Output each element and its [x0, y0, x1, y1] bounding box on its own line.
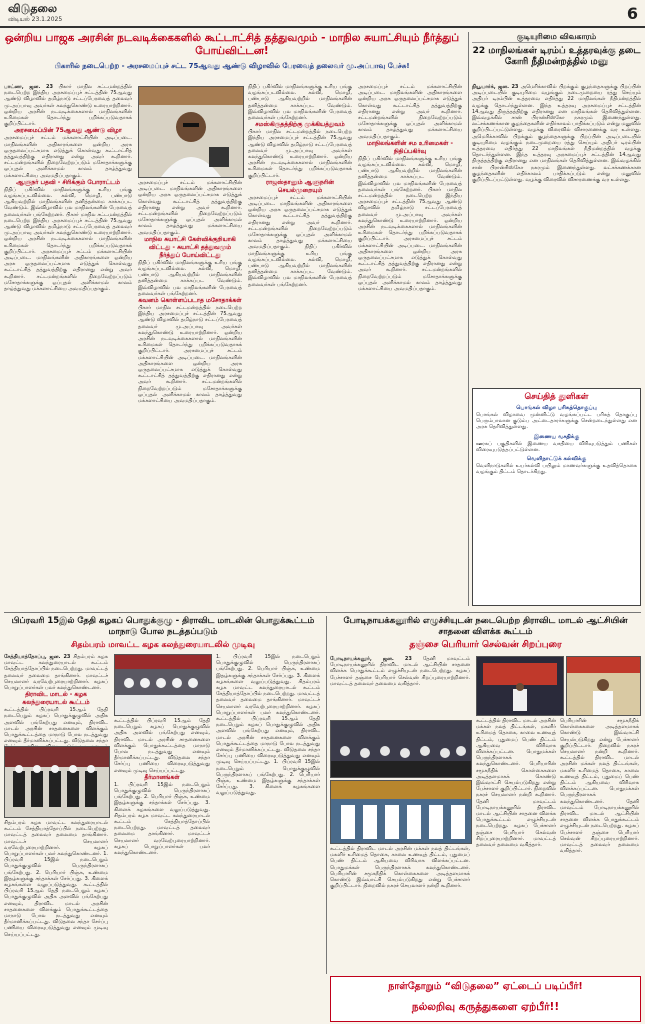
- brief-1-title: பொங்கல் விழா பரிசுத்தொகுப்பு: [516, 405, 597, 411]
- lead-column-3: நிதிப் பகிர்வில் மாநிலங்களுக்கு உரிய பங்கு வழங்கப்படவில்லை. கல்வி, மொழி, பண்பாடு ஆகியவற்றில் மாநிலங்களின் தனித்தன்மை காக்கப்பட வேண்டும். இவ்விழாவில் பல மாநிலங்களின் பேரவைத் தலைவர்கள் பங்கேற்றனர். சமஸ்கிருதத்திற்கு முக்கியத்துவம் பிகார் மாநில சட்டமன்றத்தில் நடைபெற்ற இந்திய அரசமைப்புச் சட்டத்தின் 75ஆவது ஆண்டு விழாவில் தமிழ்நாடு சட்டப்பேரவைத் தலைவர் மு.அப்பாவு அவர்கள் கலந்துகொண்டு உரையாற்றினார். ஒன்றிய அரசின் நடவடிக்கைகளால் மாநிலங்களின் உரிமைகள் தொடர்ந்து பறிக்கப்படுவதாகக் குறிப்பிட்டார். ராஜஸ்தானும் ஆளுநரின் செயல்முறையும் அரசமைப்புச் சட்டம் மக்களாட்சியின் அடிப்படை. மாநிலங்களின் அதிகாரங்களை ஒன்றிய அரசு ஒருதலைப்பட்சமாக எடுத்துக் கொள்வது கூட்டாட்சித் தத்துவத்திற்கு எதிரானது என்று அவர் கூறினார். சட்டமன்றங்களில் நிறைவேற்றப்படும் மசோதாக்களுக்கு ஒப்புதல் அளிக்காமல் காலம் தாழ்த்துவது மக்களாட்சியை அவமதிப்பதாகும். நிதிப் பகிர்வில் மாநிலங்களுக்கு உரிய பங்கு வழங்கப்படவில்லை. கல்வி, மொழி, பண்பாடு ஆகியவற்றில் மாநிலங்களின் தனித்தன்மை காக்கப்பட வேண்டும். இவ்விழாவில் பல மாநிலங்களின் பேரவைத் தலைவர்கள் பங்கேற்றனர்.: [248, 84, 352, 288]
- bottom-left-headline: பிப்ரவரி 15இல் தேதி கழகப் பொதுக்குழு - திராவிட மாடலின் பொதுக்கூட்டம் மாநாடு போல நடத்தப்படும்: [11, 616, 315, 637]
- brief-3-text: வெளிநாடுகளில் உயர்கல்வி பயிலும் மாணவர்களுக்கு உதவித்தொகை வழங்கும் திட்டம் தொடர்கிறது.: [476, 463, 637, 476]
- column-divider: [468, 32, 469, 606]
- lead-subheading-6: ராஜஸ்தானும் ஆளுநரின் செயல்முறையும்: [266, 178, 334, 194]
- section-divider: [4, 612, 641, 613]
- lead-subheading-7: மாநிலங்களின் சம உரிமைகள் - நிதிப்பகிர்வு: [367, 139, 453, 155]
- bottom-left-article: [4, 616, 322, 1020]
- lead-subheading-2: மாநில சுயாட்சி கேள்விக்குறியாகி விட்டது - சுயாட்சி தத்துவமும் நீர்த்துப் போய்விட்டது: [144, 235, 236, 259]
- lead-subhead: பிகாரில் நடைபெற்ற - அரசமைப்புச் சட்ட 75ஆவது ஆண்டு விழாவில் பேரவைத் தலைவர் மு.அப்பாவு பேச்சு!: [54, 62, 410, 70]
- stage-photo-2: [566, 656, 641, 716]
- bottom-column-divider: [326, 616, 327, 974]
- bottom-right-headline: போடிநாயக்கனூரில் எழுச்சியுடன் நடைபெற்ற திராவிட மாடல் ஆட்சியின் சாதனை விளக்க கூட்டம்: [343, 616, 628, 637]
- bottom-left-col-1: சேத்தியாத்தோப்பு, ஜன. 23 சிதம்பரம் கழக மாவட்ட கலந்துரையாடல் கூட்டம் சேத்தியாத்தோப்பில் நடைபெற்றது. மாவட்டத் தலைவர் தலைமை தாங்கினார். மாவட்டச் செயலாளர் வரவேற்புரையாற்றினார். கழகப் பொறுப்பாளர்கள் பலர் கலந்துகொண்டனர். திராவிட மாடல் - கழக கலந்துரையாடல் கூட்டம் கூட்டத்தில் பிப்ரவரி 15ஆம் தேதி நடைபெறும் கழகப் பொதுக்குழுவில் அதிக அளவில் பங்கேற்பது எனவும், திராவிட மாடல் அரசின் சாதனைகளை விளக்கும் பொதுக்கூட்டத்தை மாநாடு போல நடத்துவது எனவும் தீர்மானிக்கப்பட்டது. விடுதலை சந்தா: [4, 654, 108, 745]
- bottom-left-dateline: சேத்தியாத்தோப்பு, ஜன. 23: [4, 654, 71, 660]
- issue-date: விடியல் 23.1.2025: [8, 16, 63, 23]
- speaker-illustration: [139, 87, 243, 177]
- bottom-right-dateline: போடிநாயக்கனூர், ஜன. 23: [330, 656, 412, 662]
- bottom-left-subheading-2: தீர்மானங்கள்: [144, 773, 180, 781]
- footer-line-1: நாள்தோறும் “விடுதலை” ஏட்டைப் படிப்பீர்!: [388, 981, 583, 992]
- bottom-left-col-3: 1. பிப்ரவரி 15இல் நடைபெறும் பொதுக்குழுவில் பெருந்திரளாகப் பங்கேற்பது. 2. பெரியார் பிஞ்சு, உண்மை இதழ்களுக்கு சந்தாக்கள் சேர்ப்பது. 3. கிளைக் கழகங்களை வலுப்படுத்துவது. சிதம்பரம் கழக மாவட்ட கலந்துரையாடல் கூட்டம் சேத்தியாத்தோப்பில் நடைபெற்றது. மாவட்டத் தலைவர் தலைமை தாங்கினார். மாவட்டச் செயலாளர் வரவேற்புரையாற்றினார். கழகப் பொறுப்பாளர்கள் பலர் கலந்துகொண்டனர். கூட்டத்தில் பிப்ரவரி 15ஆம் தேதி நடைபெறும் கழகப் பொதுக்குழுவில் அதிக அளவில் பங்கேற்பது எனவும், திராவிட மாடல் அரசின் சாதனைகளை விளக்கும் பொதுக்கூட்டத்தை மாநாடு போல நடத்துவது எனவும் தீர்மானிக்கப்பட்டது. விடுதலை சந்தா சேர்ப்பு பணியை விரைவுபடுத்துவது எனவும் முடிவு செய்யப்பட்டது. 1. பிப்ரவரி 15இல் நடைபெறும் பொதுக்குழுவில் பெருந்திரளாகப் பங்கேற்பது. 2. பெரியார் பிஞ்சு, உண்மை இதழ்களுக்கு சந்தாக்கள் சேர்ப்பது. 3. கிளைக் கழகங்களை வலுப்படுத்துவது.: [216, 654, 321, 797]
- sidebar-headline: 22 மாநிலங்கள் டிரம்ப் உத்தரவுக்கு தடை கோரி நீதிமன்றத்தில் மனு: [472, 46, 641, 67]
- lead-article: [4, 32, 464, 608]
- stage-photo-1: [476, 656, 564, 716]
- lead-subheading-1: அரசமைப்பின் 75ஆவது ஆண்டு விழா: [14, 127, 122, 135]
- lead-dateline: பாட்னா, ஜன. 23: [4, 84, 53, 90]
- audience-illustration: [331, 721, 471, 777]
- bottom-left-subhead: சிதம்பரம் மாவட்ட கழக கலந்துரையாடலில் முடிவு: [71, 640, 255, 649]
- meeting-illustration-1: [115, 655, 211, 715]
- masthead: [0, 0, 645, 28]
- brief-2-text: ஊரகப் பகுதிகளில் இணைய வசதியை விரிவுபடுத்தும் பணிகள் விரைவுபடுத்தப்பட்டுள்ளன.: [476, 440, 637, 453]
- brief-3-title: வெளிநாட்டுக் கல்விக்கு: [526, 456, 587, 463]
- bottom-right-col-3: பெரியாரின் சமூகநீதிக் கொள்கைகளை அடித்தளமாகக் கொண்டு இவ்வாட்சி செயல்படுகிறது என்று பேச்சாளர் குறிப்பிட்டார். நிறைவில் நகரச் செயலாளர் நன்றி கூறினார். கூட்டத்தில் திராவிட மாடல் அரசின் மக்கள் நலத் திட்டங்கள், மகளிர் உரிமைத் தொகை, காலை உணவுத் திட்டம், புதுமைப் பெண் திட்டம் ஆகியவை விரிவாக விளக்கப்பட்டன. பொதுமக்கள் பெருந்திரளாகக் கலந்துகொண்டனர். தேனி மாவட்டம் போடிநாயக்கனூரில் திராவிட மாடல் ஆட்சியின் சாதனை விளக்க பொதுக்கூட்டம் எழுச்சியுடன் நடைபெற்றது. கழகப் பேச்சாளர் தஞ்சை பெரியார் செல்வன் சிறப்புரையாற்றினார். மாவட்டத் தலைவர் தலைமை வகித்தார்.: [560, 718, 639, 855]
- bottom-left-col-2: கூட்டத்தில் பிப்ரவரி 15ஆம் தேதி நடைபெறும் கழகப் பொதுக்குழுவில் அதிக அளவில் பங்கேற்பது எனவும், திராவிட மாடல் அரசின் சாதனைகளை விளக்கும் பொதுக்கூட்டத்தை மாநாடு போல நடத்துவது எனவும் தீர்மானிக்கப்பட்டது. விடுதலை சந்தா சேர்ப்பு பணியை விரைவுபடுத்துவது எனவும் முடிவு செய்யப்பட்டது. தீர்மானங்கள் 1. பிப்ரவரி 15இல் நடைபெறும் பொதுக்குழுவில் பெருந்திரளாகப் பங்கேற்பது. 2. பெரியார் பிஞ்சு, உண்மை இதழ்களுக்கு சந்தாக்கள் சேர்ப்பது. 3. கிளைக் கழகங்களை வலுப்படுத்துவது. சிதம்பரம் கழக மாவட்ட கலந்துரையாடல் கூட்டம் சேத்தியாத்தோப்பில் நடைபெற்றது. மாவட்டத் தலைவர் தலைமை தாங்கினார். மாவட்டச் செயலாளர் வரவேற்புரையாற்றினார். கழகப் பொறுப்பாளர்கள் பலர் கலந்துகொண்டனர்.: [114, 718, 210, 857]
- news-briefs-header: செய்தித் துளிகள்: [524, 392, 589, 402]
- lead-column-4: அரசமைப்புச் சட்டம் மக்களாட்சியின் அடிப்படை. மாநிலங்களின் அதிகாரங்களை ஒன்றிய அரசு ஒருதலைப்பட்சமாக எடுத்துக் கொள்வது கூட்டாட்சித் தத்துவத்திற்கு எதிரானது என்று அவர் கூறினார். சட்டமன்றங்களில் நிறைவேற்றப்படும் மசோதாக்களுக்கு ஒப்புதல் அளிக்காமல் காலம் தாழ்த்துவது மக்களாட்சியை அவமதிப்பதாகும். மாநிலங்களின் சம உரிமைகள் - நிதிப்பகிர்வு நிதிப் பகிர்வில் மாநிலங்களுக்கு உரிய பங்கு வழங்கப்படவில்லை. கல்வி, மொழி, பண்பாடு ஆகியவற்றில் மாநிலங்களின் தனித்தன்மை காக்கப்பட வேண்டும். இவ்விழாவில் பல மாநிலங்களின் பேரவைத் தலைவர்கள் பங்கேற்றனர். பிகார் மாநில சட்டமன்றத்தில் நடைபெற்ற இந்திய அரசமைப்புச் சட்டத்தின் 75ஆவது ஆண்டு விழாவில் தமிழ்நாடு சட்டப்பேரவைத் தலைவர் மு.அப்பாவு அவர்கள் கலந்துகொண்டு உரையாற்றினார். ஒன்றிய அரசின் நடவடிக்கைகளால் மாநிலங்களின் உரிமைகள் தொடர்ந்து பறிக்கப்படுவதாகக் குறிப்பிட்டார். அரசமைப்புச் சட்டம் மக்களாட்சியின் அடிப்படை. மாநிலங்களின் அதிகாரங்களை ஒன்றிய அரசு ஒருதலைப்பட்சமாக எடுத்துக் கொள்வது கூட்டாட்சித் தத்துவத்திற்கு எதிரானது என்று அவர் கூறினார். சட்டமன்றங்களில் நிறைவேற்றப்படும் மசோதாக்களுக்கு ஒப்புதல் அளிக்காமல் காலம் தாழ்த்துவது மக்களாட்சியை அவமதிப்பதாகும்.: [358, 84, 462, 293]
- stage-illustration-1: [477, 657, 563, 715]
- footer-line-2: நல்லறிவு கருத்துகளை ஏற்பீர்!!: [411, 1001, 560, 1013]
- bottom-right-col-2: கூட்டத்தில் திராவிட மாடல் அரசின் மக்கள் நலத் திட்டங்கள், மகளிர் உரிமைத் தொகை, காலை உணவுத் திட்டம், புதுமைப் பெண் திட்டம் ஆகியவை விரிவாக விளக்கப்பட்டன. பொதுமக்கள் பெருந்திரளாகக் கலந்துகொண்டனர். பெரியாரின் சமூகநீதிக் கொள்கைகளை அடித்தளமாகக் கொண்டு இவ்வாட்சி செயல்படுகிறது என்று பேச்சாளர் குறிப்பிட்டார். நிறைவில் நகரச் செயலாளர் நன்றி கூறினார். தேனி மாவட்டம் போடிநாயக்கனூரில் திராவிட மாடல் ஆட்சியின் சாதனை விளக்க பொதுக்கூட்டம் எழுச்சியுடன் நடைபெற்றது. கழகப் பேச்சாளர் தஞ்சை பெரியார் செல்வன் சிறப்புரையாற்றினார். மாவட்டத் தலைவர் தலைமை வகித்தார்.: [476, 718, 556, 849]
- bottom-left-col-1b: சிதம்பரம் கழக மாவட்ட கலந்துரையாடல் கூட்டம் சேத்தியாத்தோப்பில் நடைபெற்றது. மாவட்டத் தலைவர் தலைமை தாங்கினார். மாவட்டச் செயலாளர் வரவேற்புரையாற்றினார். கழகப் பொறுப்பாளர்கள் பலர் கலந்துகொண்டனர். 1. பிப்ரவரி 15இல் நடைபெறும் பொதுக்குழுவில் பெருந்திரளாகப் பங்கேற்பது. 2. பெரியார் பிஞ்சு, உண்மை இதழ்களுக்கு சந்தாக்கள் சேர்ப்பது. 3. கிளைக் கழகங்களை வலுப்படுத்துவது. கூட்டத்தில் பிப்ரவரி 15ஆம் தேதி நடைபெறும் கழகப் பொதுக்குழுவில் அதிக அளவில் பங்கேற்பது எனவும், திராவிட மாடல் அரசின் சாதனைகளை விளக்கும் பொதுக்கூட்டத்தை மாநாடு போல நடத்துவது எனவும் தீர்மானிக்கப்பட்டது. விடுதலை சந்தா சேர்ப்பு பணியை விரைவுபடுத்துவது எனவும் முடிவு செய்யப்பட்டது.: [4, 820, 108, 938]
- page-number: 6: [626, 4, 638, 23]
- speaker-photo: [138, 86, 244, 178]
- lead-subheading-4: ஆளுநர் பதவி - சிரிக்கும் போராட்டம்: [16, 178, 120, 186]
- lead-column-1: பாட்னா, ஜன. 23 பிகார் மாநில சட்டமன்றத்தில் நடைபெற்ற இந்திய அரசமைப்புச் சட்டத்தின் 75ஆவது ஆண்டு விழாவில் தமிழ்நாடு சட்டப்பேரவைத் தலைவர் மு.அப்பாவு அவர்கள் கலந்துகொண்டு உரையாற்றினார். ஒன்றிய அரசின் நடவடிக்கைகளால் மாநிலங்களின் உரிமைகள் தொடர்ந்து பறிக்கப்படுவதாகக் குறிப்பிட்டார். அரசமைப்பின் 75ஆவது ஆண்டு விழா அரசமைப்புச் சட்டம் மக்களாட்சியின் அடிப்படை. மாநிலங்களின் அதிகாரங்களை ஒன்றிய அரசு ஒருதலைப்பட்சமாக எடுத்துக் கொள்வது கூட்டாட்சித் தத்துவத்திற்கு எதிரானது என்று அவர் கூறினார். சட்டமன்றங்களில் நிறைவேற்றப்படும் மசோதாக்களுக்கு ஒப்புதல் அளிக்காமல் காலம் தாழ்த்துவது மக்களாட்சியை அவமதிப்பதாகும். ஆளுநர் பதவி - சிரிக்கும் போராட்டம் நிதிப் பகிர்வில் மாநிலங்களுக்கு உரிய பங்கு வழங்கப்படவில்லை. கல்வி, மொழி, பண்பாடு ஆகியவற்றில் மாநிலங்களின் தனித்தன்மை காக்கப்பட வேண்டும். இவ்விழாவில் பல மாநிலங்களின் பேரவைத் தலைவர்கள் பங்கேற்றனர். பிகார் மாநில சட்டமன்றத்தில் நடைபெற்ற இந்திய அரசமைப்புச் சட்டத்தின் 75ஆவது ஆண்டு விழாவில் தமிழ்நாடு சட்டப்பேரவைத் தலைவர் மு.அப்பாவு அவர்கள் கலந்துகொண்டு உரையாற்றினார். ஒன்றிய அரசின் நடவடிக்கைகளால் மாநிலங்களின் உரிமைகள் தொடர்ந்து பறிக்கப்படுவதாகக் குறிப்பிட்டார். அரசமைப்புச் சட்டம் மக்களாட்சியின் அடிப்படை. மாநிலங்களின் அதிகாரங்களை ஒன்றிய அரசு ஒருதலைப்பட்சமாக எடுத்துக் கொள்வது கூட்டாட்சித் தத்துவத்திற்கு எதிரானது என்று அவர் கூறினார். சட்டமன்றங்களில் நிறைவேற்றப்படும் மசோதாக்களுக்கு ஒப்புதல் அளிக்காமல் காலம் தாழ்த்துவது மக்களாட்சியை அவமதிப்பதாகும்.: [4, 84, 132, 293]
- bottom-right-col-1b: கூட்டத்தில் திராவிட மாடல் அரசின் மக்கள் நலத் திட்டங்கள், மகளிர் உரிமைத் தொகை, காலை உணவுத் திட்டம், புதுமைப் பெண் திட்டம் ஆகியவை விரிவாக விளக்கப்பட்டன. பொதுமக்கள் பெருந்திரளாகக் கலந்துகொண்டனர். பெரியாரின் சமூகநீதிக் கொள்கைகளை அடித்தளமாகக் கொண்டு இவ்வாட்சி செயல்படுகிறது என்று பேச்சாளர் குறிப்பிட்டார். நிறைவில் நகரச் செயலாளர் நன்றி கூறினார்.: [330, 846, 470, 890]
- lead-column-2: அரசமைப்புச் சட்டம் மக்களாட்சியின் அடிப்படை. மாநிலங்களின் அதிகாரங்களை ஒன்றிய அரசு ஒருதலைப்பட்சமாக எடுத்துக் கொள்வது கூட்டாட்சித் தத்துவத்திற்கு எதிரானது என்று அவர் கூறினார். சட்டமன்றங்களில் நிறைவேற்றப்படும் மசோதாக்களுக்கு ஒப்புதல் அளிக்காமல் காலம் தாழ்த்துவது மக்களாட்சியை அவமதிப்பதாகும். மாநில சுயாட்சி கேள்விக்குறியாகி விட்டது - சுயாட்சி தத்துவமும் நீர்த்துப் போய்விட்டது நிதிப் பகிர்வில் மாநிலங்களுக்கு உரிய பங்கு வழங்கப்படவில்லை. கல்வி, மொழி, பண்பாடு ஆகியவற்றில் மாநிலங்களின் தனித்தன்மை காக்கப்பட வேண்டும். இவ்விழாவில் பல மாநிலங்களின் பேரவைத் தலைவர்கள் பங்கேற்றனர். கவனம் கொள்ளப்படாத மசோதாக்கள் பிகார் மாநில சட்டமன்றத்தில் நடைபெற்ற இந்திய அரசமைப்புச் சட்டத்தின் 75ஆவது ஆண்டு விழாவில் தமிழ்நாடு சட்டப்பேரவைத் தலைவர் மு.அப்பாவு அவர்கள் கலந்துகொண்டு உரையாற்றினார். ஒன்றிய அரசின் நடவடிக்கைகளால் மாநிலங்களின் உரிமைகள் தொடர்ந்து பறிக்கப்படுவதாகக் குறிப்பிட்டார். அரசமைப்புச் சட்டம் மக்களாட்சியின் அடிப்படை. மாநிலங்களின் அதிகாரங்களை ஒன்றிய அரசு ஒருதலைப்பட்சமாக எடுத்துக் கொள்வது கூட்டாட்சித் தத்துவத்திற்கு எதிரானது என்று அவர் கூறினார். சட்டமன்றங்களில் நிறைவேற்றப்படும் மசோதாக்களுக்கு ஒப்புதல் அளிக்காமல் காலம் தாழ்த்துவது மக்களாட்சியை அவமதிப்பதாகும்.: [138, 180, 242, 405]
- bottom-right-subhead: தஞ்சை பெரியார் செல்வன் சிறப்புரை: [409, 640, 562, 650]
- footer-banner: [330, 976, 641, 1022]
- news-briefs-box: [472, 388, 641, 606]
- group-illustration: [331, 781, 471, 843]
- brief-1-text: பொங்கல் விழாவை முன்னிட்டு வழங்கப்பட்ட பரிசுத் தொகுப்பு பெரும்பாலான குடும்ப அட்டைதாரர்களுக்கு சென்றடைந்துள்ளது என அரசு தெரிவித்துள்ளது.: [476, 412, 637, 431]
- bottom-right-article: [330, 616, 641, 976]
- lead-headline: ஒன்றிய பாஜக அரசின் நடவடிக்கைகளில் கூட்டாட்சித் தத்துவமும் - மாநில சுயாட்சியும் நீர்த்துப் போய்விட்டன!: [4, 32, 460, 57]
- paper-name: விடுதலை: [8, 2, 58, 15]
- group-photo: [330, 780, 472, 844]
- lead-subheading-3: கவனம் கொள்ளப்படாத மசோதாக்கள்: [138, 297, 242, 305]
- lead-subheading-5: சமஸ்கிருதத்திற்கு முக்கியத்துவம்: [255, 121, 345, 129]
- meeting-photo-2: [4, 746, 110, 818]
- sidebar: [472, 32, 641, 608]
- sidebar-kicker: குடியுரிமை விவகாரம்: [472, 32, 641, 43]
- sidebar-dateline: நியூயார்க், ஜன. 23: [472, 84, 519, 90]
- meeting-photo-1: [114, 654, 212, 716]
- sidebar-story: நியூயார்க், ஜன. 23 அமெரிக்காவில் பிறக்கும் குழந்தைகளுக்கு பிறப்பின் அடிப்படையில் குடியுரிமை வழங்கும் நடைமுறையை ரத்து செய்யும் அதிபர் டிரம்பின் உத்தரவை எதிர்த்து 22 மாநிலங்கள் நீதிமன்றத்தில் வழக்கு தொடர்ந்துள்ளன. இந்த உத்தரவு அரசமைப்புச் சட்டத்தின் 14ஆவது திருத்தத்திற்கு எதிரானது என மாநிலங்கள் தெரிவித்துள்ளன. இவ்வழக்கில் சான் பிரான்சிஸ்கோ நகரமும் இணைந்துள்ளது. லட்சக்கணக்கான குழந்தைகளின் எதிர்காலம் பாதிக்கப்படும் என்று மனுவில் குறிப்பிடப்பட்டுள்ளது. வழக்கு விரைவில் விசாரணைக்கு வர உள்ளது. அமெரிக்காவில் பிறக்கும் குழந்தைகளுக்கு பிறப்பின் அடிப்படையில் குடியுரிமை வழங்கும் நடைமுறையை ரத்து செய்யும் அதிபர் டிரம்பின் உத்தரவை எதிர்த்து 22 மாநிலங்கள் நீதிமன்றத்தில் வழக்கு தொடர்ந்துள்ளன. இந்த உத்தரவு அரசமைப்புச் சட்டத்தின் 14ஆவது திருத்தத்திற்கு எதிரானது என மாநிலங்கள் தெரிவித்துள்ளன. இவ்வழக்கில் சான் பிரான்சிஸ்கோ நகரமும் இணைந்துள்ளது. லட்சக்கணக்கான குழந்தைகளின் எதிர்காலம் பாதிக்கப்படும் என்று மனுவில் குறிப்பிடப்பட்டுள்ளது. வழக்கு விரைவில் விசாரணைக்கு வர உள்ளது.: [472, 84, 641, 184]
- bottom-left-subheading-1: திராவிட மாடல் - கழக கலந்துரையாடல் கூட்டம்: [22, 691, 90, 707]
- meeting-illustration-2: [5, 747, 109, 817]
- stage-illustration-2: [567, 657, 640, 715]
- brief-2-title: இணைய வசதிக்கு: [533, 433, 580, 440]
- bottom-right-col-1: போடிநாயக்கனூர், ஜன. 23 தேனி மாவட்டம் போடிநாயக்கனூரில் திராவிட மாடல் ஆட்சியின் சாதனை விளக்க பொதுக்கூட்டம் எழுச்சியுடன் நடைபெற்றது. கழகப் பேச்சாளர் தஞ்சை பெரியார் செல்வன் சிறப்புரையாற்றினார். மாவட்டத் தலைவர் தலைமை வகித்தார்.: [330, 656, 470, 687]
- audience-photo: [330, 720, 472, 778]
